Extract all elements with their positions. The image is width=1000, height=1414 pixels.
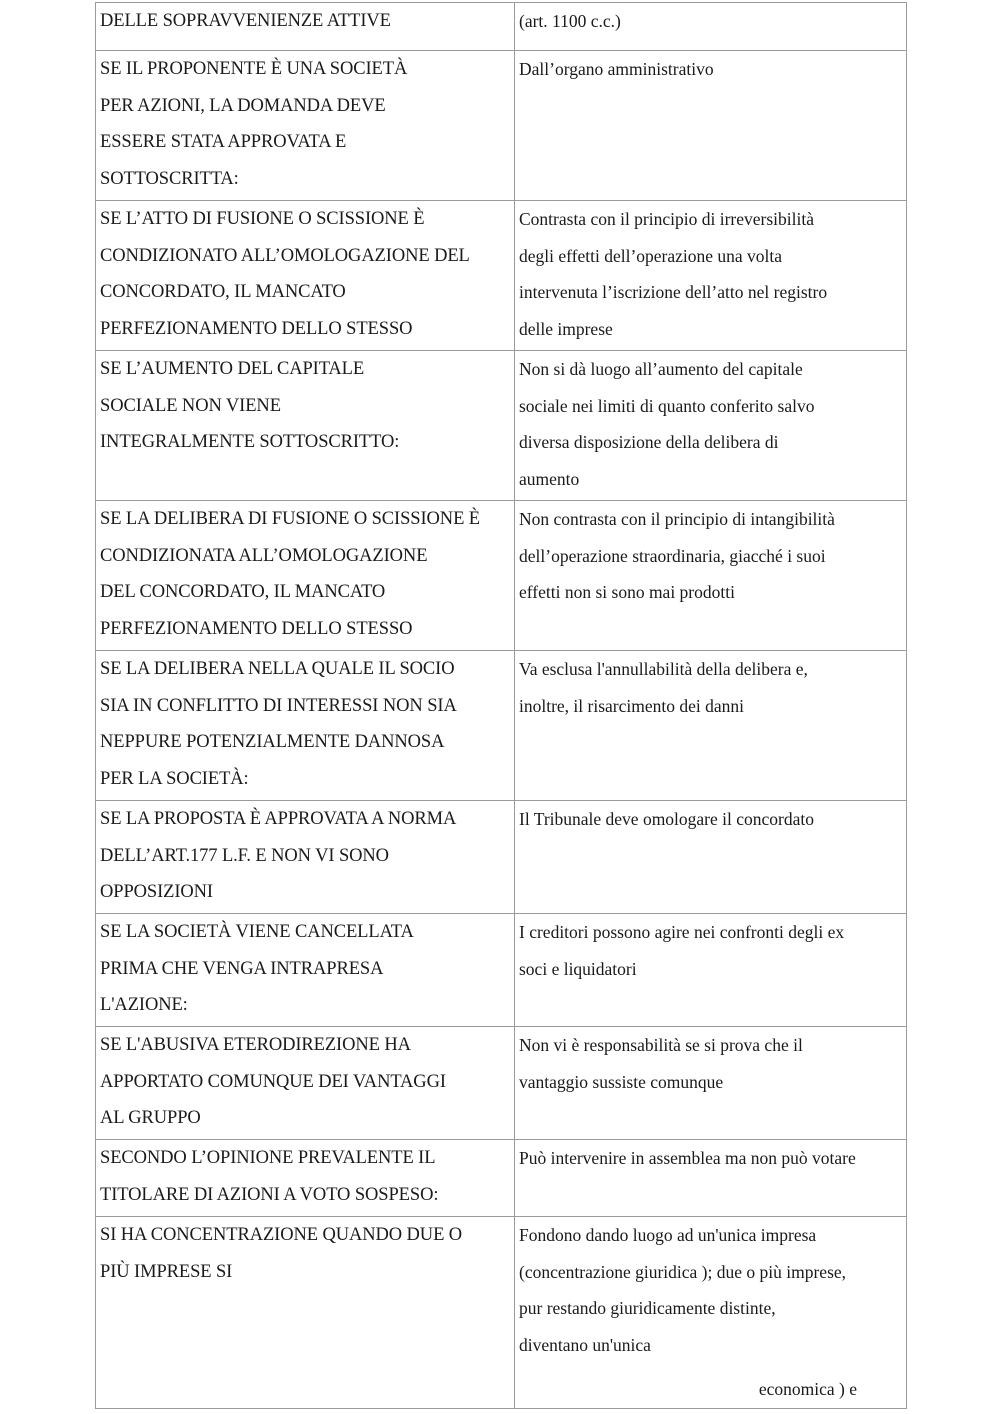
question-line: SE IL PROPONENTE È UNA SOCIETÀ — [100, 59, 408, 79]
answer-cell — [515, 3, 907, 51]
answer-line: delle imprese — [519, 318, 613, 339]
question-cell — [96, 651, 515, 801]
question-line: PER AZIONI, LA DOMANDA DEVE — [100, 95, 386, 116]
answer-cell — [515, 1027, 907, 1140]
question-line: CONDIZIONATO ALL’OMOLOGAZIONE DEL — [100, 245, 470, 266]
answer-line: vantaggio sussiste comunque — [519, 1071, 724, 1092]
answer-line: Fondono dando luogo ad un'unica impresa — [519, 1225, 817, 1245]
question-line: SECONDO L’OPINIONE PREVALENTE IL — [100, 1148, 436, 1168]
answer-line: (concentrazione giuridica ); due o più imprese, — [519, 1261, 847, 1282]
answer-spacer — [519, 1363, 902, 1371]
question-line: SE L’AUMENTO DEL CAPITALE — [100, 359, 365, 379]
answer-line: Contrasta con il principio di irreversibilità — [519, 209, 814, 229]
answer-cell — [515, 801, 907, 914]
answer-cell — [515, 501, 907, 651]
question-line: SIA IN CONFLITTO DI INTERESSI NON SIA — [100, 695, 457, 716]
table-row — [96, 914, 907, 1027]
table-row — [96, 801, 907, 914]
question-line: PIÙ IMPRESE SI — [100, 1261, 233, 1282]
answer-line: Non contrasta con il principio di intangibilità — [519, 509, 835, 529]
answer-line: effetti non si sono mai prodotti — [519, 582, 735, 602]
answer-line: sociale nei limiti di quanto conferito salvo — [519, 395, 815, 416]
question-cell — [96, 1140, 515, 1217]
answer-cell — [515, 914, 907, 1027]
question-line: SE LA DELIBERA NELLA QUALE IL SOCIO — [100, 659, 455, 679]
question-cell — [96, 201, 515, 351]
question-line: PERFEZIONAMENTO DELLO STESSO — [100, 318, 413, 339]
question-line: SOCIALE NON VIENE — [100, 395, 281, 416]
answer-line: Va esclusa l'annullabilità della delibera e, — [519, 659, 808, 679]
table-row — [96, 501, 907, 651]
answer-line: intervenuta l’iscrizione dell’atto nel registro — [519, 282, 828, 302]
answer-line: inoltre, il risarcimento dei danni — [519, 695, 745, 716]
question-line: PERFEZIONAMENTO DELLO STESSO — [100, 618, 413, 639]
answer-line: aumento — [519, 468, 580, 489]
answer-line: I creditori possono agire nei confronti degli ex — [519, 922, 845, 942]
question-line: TITOLARE DI AZIONI A VOTO SOSPESO: — [100, 1184, 439, 1205]
question-line: NEPPURE POTENZIALMENTE DANNOSA — [100, 732, 445, 752]
question-cell — [96, 914, 515, 1027]
question-line: L'AZIONE: — [100, 995, 188, 1015]
answer-line: soci e liquidatori — [519, 958, 637, 979]
question-line: AL GRUPPO — [100, 1108, 201, 1128]
question-line: INTEGRALMENTE SOTTOSCRITTO: — [100, 432, 400, 452]
question-cell — [96, 1217, 515, 1409]
table-row — [96, 1217, 907, 1409]
question-line: SOTTOSCRITTA: — [100, 168, 239, 189]
question-line: OPPOSIZIONI — [100, 882, 213, 902]
question-line: SI HA CONCENTRAZIONE QUANDO DUE O — [100, 1225, 463, 1245]
question-line: PRIMA CHE VENGA INTRAPRESA — [100, 958, 384, 979]
question-line: PER LA SOCIETÀ: — [100, 768, 249, 789]
table-row — [96, 201, 907, 351]
question-cell — [96, 51, 515, 201]
table-row — [96, 1140, 907, 1217]
qa-table — [95, 2, 907, 1409]
question-line: CONCORDATO, IL MANCATO — [100, 282, 346, 302]
question-line: DEL CONCORDATO, IL MANCATO — [100, 582, 386, 602]
answer-line: diversa disposizione della delibera di — [519, 432, 779, 452]
question-cell — [96, 1027, 515, 1140]
answer-line: Il Tribunale deve omologare il concordato — [519, 809, 814, 829]
question-line: SE LA DELIBERA DI FUSIONE O SCISSIONE È — [100, 509, 480, 529]
table-row — [96, 651, 907, 801]
question-cell — [96, 801, 515, 914]
question-line: SE L'ABUSIVA ETERODIREZIONE HA — [100, 1035, 411, 1055]
answer-cell — [515, 651, 907, 801]
question-line: CONDIZIONATA ALL’OMOLOGAZIONE — [100, 545, 428, 566]
question-cell — [96, 501, 515, 651]
question-line: DELLE SOPRAVVENIENZE ATTIVE — [100, 11, 391, 31]
answer-line: (art. 1100 c.c.) — [519, 11, 621, 31]
question-line: SE LA SOCIETÀ VIENE CANCELLATA — [100, 922, 414, 942]
answer-line: Non vi è responsabilità se si prova che il — [519, 1035, 803, 1055]
answer-cell — [515, 1217, 907, 1409]
answer-cell — [515, 51, 907, 201]
table-row — [96, 351, 907, 501]
table-row — [96, 51, 907, 201]
question-line: SE L’ATTO DI FUSIONE O SCISSIONE È — [100, 209, 425, 229]
answer-cell — [515, 201, 907, 351]
answer-line: Dall’organo amministrativo — [519, 59, 714, 79]
answer-line: diventano un'unica — [519, 1334, 651, 1355]
table-body — [96, 3, 907, 1409]
answer-line: Non si dà luogo all’aumento del capitale — [519, 359, 803, 379]
answer-line: dell’operazione straordinaria, giacché i suoi — [519, 545, 826, 566]
answer-cell — [515, 1140, 907, 1217]
question-line: DELL’ART.177 L.F. E NON VI SONO — [100, 845, 389, 866]
answer-line: degli effetti dell’operazione una volta — [519, 245, 783, 266]
answer-line: pur restando giuridicamente distinte, — [519, 1298, 776, 1318]
answer-cell — [515, 351, 907, 501]
question-line: ESSERE STATA APPROVATA E — [100, 132, 347, 152]
answer-line: Può intervenire in assemblea ma non può votare — [519, 1148, 856, 1168]
question-cell — [96, 351, 515, 501]
table-row — [96, 1027, 907, 1140]
question-line: APPORTATO COMUNQUE DEI VANTAGGI — [100, 1071, 446, 1092]
question-line: SE LA PROPOSTA È APPROVATA A NORMA — [100, 809, 457, 829]
table-row — [96, 3, 907, 51]
question-cell — [96, 3, 515, 51]
answer-tail-line: economica ) e — [758, 1379, 857, 1399]
